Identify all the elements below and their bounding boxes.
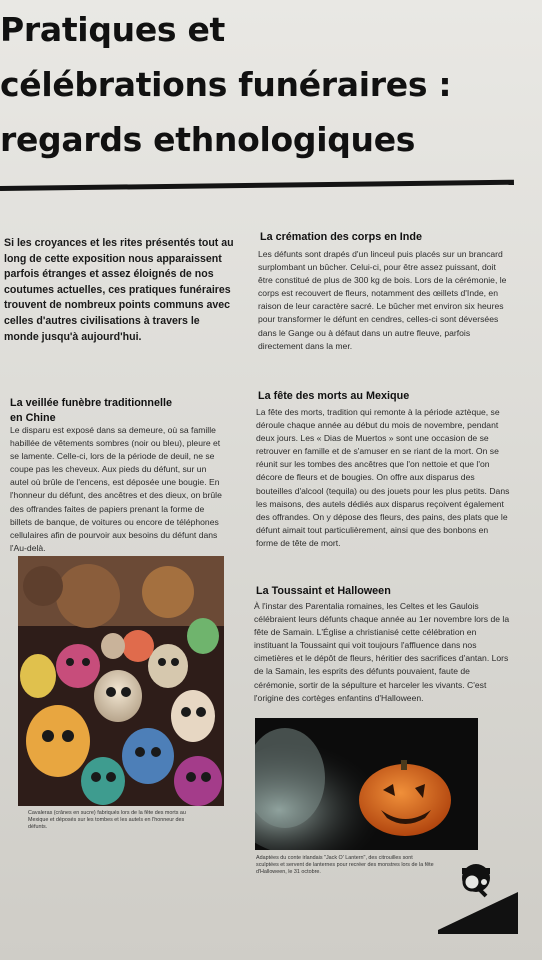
skull-caption-text: Cavaleras (crânes en sucre) fabriqués lors de la fête des morts au Mexique et déposés sur les tombes et les autels en l'honneur des défunts. xyxy=(28,810,186,830)
pumpkin-caption-text: Adaptées du conte irlandais "Jack O' Lantern", des citrouilles sont sculptées et servent de lanternes pour recréer des monstres lors de la fête d'Halloween, le 31 octobre. xyxy=(256,855,434,875)
section-title-toussaint: La Toussaint et Halloween xyxy=(256,585,391,597)
title-line-1: Pratiques et xyxy=(0,10,225,49)
section-text-veillee: Le disparu est exposé dans sa demeure, où sa famille habillée de vêtements sombres (noir ou bleu), pleure et se lamente. Celle-ci, lors de la période de deuil, ne se coupe pas les cheveux. Aux pieds du défunt, sur un autel où brûle de l'encens, est déposée une bougie. En l'honneur du défunt, des ancêtres et des dieux, on brûle des offrandes faites de papiers prenant la forme de billets de banque, de voitures ou encore de téléphones cellulaires afin de pourvoir aux besoins du défunt dans l'Au-delà. xyxy=(10,425,222,553)
title-line-2: célébrations funéraires : xyxy=(0,65,452,104)
section-title-veillee: La veillée funèbre traditionnelle en Chine xyxy=(10,397,172,424)
section-title-morts: La fête des morts au Mexique xyxy=(258,390,410,402)
detective-logo-icon xyxy=(438,852,518,934)
pumpkin-photo xyxy=(255,718,478,850)
pumpkin-caption xyxy=(256,855,436,876)
skull-photo xyxy=(18,556,224,806)
section-text-cremation: Les défunts sont drapés d'un linceul puis placés sur un brancard surplombant un bûcher. Celui-ci, pour être assez puissant, doit être constitué de plus de 300 kg de bois. Lors de la cérémonie, le corps est recouvert de fleurs, notamment des œillets d'Inde, en raison de leur caractère sacré. Le bûcher met environ six heures pour transformer le défunt en cendres, celles-ci sont déversées dans le Gange ou à défaut dans un autre fleuve, parfois directement dans la mer. xyxy=(258,249,507,351)
section-text-morts: La fête des morts, tradition qui remonte à la période aztèque, se déroule chaque année au début du mois de novembre, pendant deux jours. Les « Dias de Muertos » sont une occasion de se retrouver en famille et de s'amuser en se riant de la mort. On se réunit sur les tombes des ancêtres que l'on nettoie et que l'on décore de fleurs et de bougies. On offre aux disparus des bouteilles d'alcool (tequila) ou des jouets pour les plus petits. Dans les maisons, des autels dédiés aux disparus reçoivent également des offrandes. On y dépose des fleurs, des pains, des plats que le défunt aimait tout particulièrement, ainsi que des bonbons en forme de tête de mort. xyxy=(256,407,510,548)
page-title xyxy=(0,2,530,167)
skull-caption xyxy=(28,810,198,831)
section-text-toussaint: À l'instar des Parentalia romaines, les Celtes et les Gaulois célébraient leurs défunts chaque année au 1er novembre lors de la fête de Samain. L'Église a christianisé cette célébration en instituant la Toussaint qui voit toujours l'affluence dans nos cimetières et le dépôt de fleurs, héritier des sacrifices d'antan. Lors de la Samain, les esprits des défunts pouvaient, faute de cérémonie, sortir de la sépulture et harceler les vivants. C'est l'origine des cortèges enfantins d'Halloween. xyxy=(254,601,510,703)
title-divider xyxy=(0,180,514,191)
intro-paragraph: Si les croyances et les rites présentés tout au long de cette exposition nous apparaissent parfois étranges et assez éloignés de nos coutumes actuelles, ces pratiques funéraires trouvent de nombreux points communs avec celles d'autres civilisations à travers le monde jusqu'à aujourd'hui. xyxy=(4,237,234,343)
section-title-cremation: La crémation des corps en Inde xyxy=(260,231,423,243)
title-line-3: regards ethnologiques xyxy=(0,120,416,159)
